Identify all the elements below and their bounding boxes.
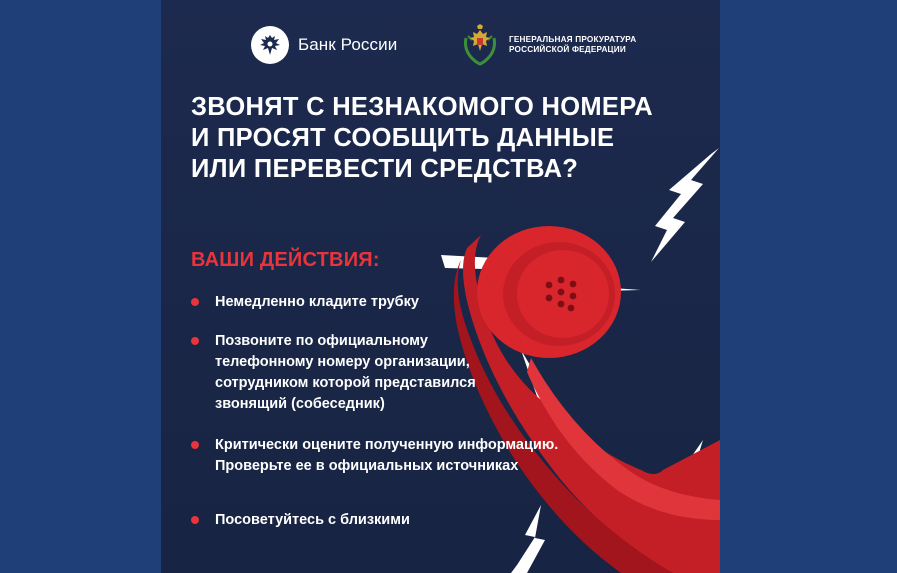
prosecutor-general-logo: [460, 24, 636, 66]
list-item-text: телефонному номеру организации,: [215, 354, 470, 370]
double-headed-eagle-icon: [251, 26, 289, 64]
list-item-text: Критически оцените полученную информацию.: [215, 437, 559, 453]
bullet-icon: [191, 516, 199, 524]
warning-poster: [161, 0, 720, 573]
list-item: [191, 510, 410, 531]
prosecutor-emblem-icon: [460, 24, 500, 66]
phone-handset-illustration: [441, 140, 720, 573]
bank-of-russia-logo: [251, 26, 397, 64]
lightning-bolt-icon: [651, 148, 719, 262]
list-item-text: Немедленно кладите трубку: [215, 294, 419, 310]
headline-line-2: И ПРОСЯТ СООБЩИТЬ ДАННЫЕ: [191, 124, 615, 152]
actions-title: ВАШИ ДЕЙСТВИЯ:: [191, 249, 380, 271]
list-item-text: Позвоните по официальному: [215, 333, 428, 349]
headline-line-3: ИЛИ ПЕРЕВЕСТИ СРЕДСТВА?: [191, 155, 579, 183]
list-item-text: Посоветуйтесь с близкими: [215, 512, 410, 528]
bullet-icon: [191, 337, 199, 345]
list-item-text: Проверьте ее в официальных источниках: [215, 458, 519, 474]
prosecutor-line-1: ГЕНЕРАЛЬНАЯ ПРОКУРАТУРА: [509, 35, 637, 44]
list-item-text: звонящий (собеседник): [215, 396, 385, 412]
list-item: [191, 435, 558, 477]
list-item: [191, 292, 419, 313]
bullet-icon: [191, 298, 199, 306]
headline-line-1: ЗВОНЯТ С НЕЗНАКОМОГО НОМЕРА: [191, 93, 654, 121]
prosecutor-line-2: РОССИЙСКОЙ ФЕДЕРАЦИИ: [509, 45, 626, 54]
lightning-bolt-icon: [511, 505, 545, 573]
list-item-text: сотрудником которой представился: [215, 375, 476, 391]
prosecutor-name: [509, 35, 636, 55]
bank-name: Банк России: [298, 35, 398, 54]
bullet-icon: [191, 441, 199, 449]
list-item: [191, 331, 476, 415]
